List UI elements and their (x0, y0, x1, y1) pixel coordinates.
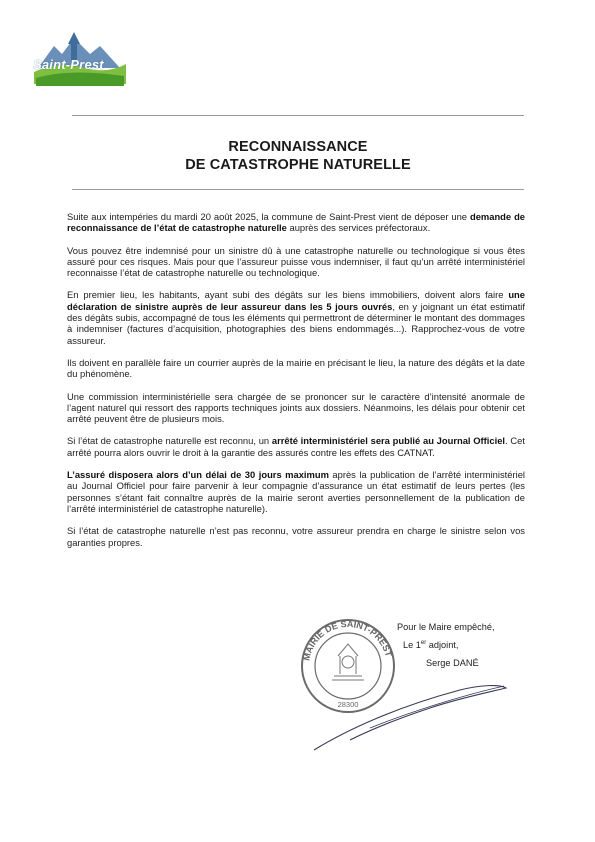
signature-line-2 (397, 636, 495, 654)
signature-block (397, 620, 495, 653)
paragraph-2: Vous pouvez être indemnisé pour un sinistre dû à une catastrophe naturelle ou technologique si vous êtes assuré pour ces risques. Mais pour que l’assureur puisse vous indemniser, il faut qu’un arrêté interministériel reconnaisse l’état de catastrophe naturelle ou technologique. (67, 244, 525, 279)
bold-span: arrêté interministériel sera publié au Journal Officiel (271, 435, 506, 447)
text-span: après la publication de l’arrêté interministériel au Journal Officiel pour faire parvenir à leur compagnie d’assurance un état estimatif de leurs pertes (les personnes s’étant fait connaître auprès de la mairie seront averties personnellement de la publication de l’arrêté interministériel de catastrophe naturelle). (67, 469, 525, 514)
top-divider (72, 115, 524, 116)
saint-prest-logo (30, 24, 130, 88)
text-span: , en y joignant un état estimatif des dégâts subis, accompagné de tous les éléments qui permettront de déterminer le montant des dommages à indemniser (factures d’acquisition, photographies des biens endommagés...). Rapprochez-vous de votre assureur. (67, 300, 525, 346)
page-title-line1: RECONNAISSANCE (228, 139, 368, 155)
logo-text: Saint-Prest (33, 57, 104, 72)
svg-text:MAIRIE DE SAINT-PREST: MAIRIE DE SAINT-PREST (301, 618, 394, 662)
letter-body (67, 211, 525, 559)
paragraph-4: Ils doivent en parallèle faire un courrier auprès de la mairie en précisant le lieu, la nature des dégâts et la date du phénomène. (67, 356, 525, 380)
paragraph-8: Si l’état de catastrophe naturelle n’est pas reconnu, votre assureur prendra en charge le sinistre selon vos garanties propres. (67, 525, 525, 548)
page-title-line2: DE CATASTROPHE NATURELLE (185, 157, 411, 173)
bold-span: L’assuré disposera alors d’un délai de 30 jours maximum (67, 469, 329, 481)
handwritten-signature (310, 668, 510, 758)
signatory-name: Serge DANÉ (426, 658, 479, 668)
paragraph-3 (67, 289, 525, 345)
signature-line-1: Pour le Maire empêché, (397, 622, 495, 632)
text-span: auprès des services préfectoraux. (286, 222, 431, 234)
bold-span: demande de reconnaissance de l’état de catastrophe naturelle (67, 211, 526, 234)
text-span: Si l’état de catastrophe naturelle est reconnu, un (67, 435, 272, 447)
paragraph-1 (67, 211, 525, 234)
text-span: Le 1 (403, 639, 421, 650)
text-span: adjoint, (426, 639, 459, 650)
paragraph-7 (67, 469, 525, 514)
paragraph-6 (67, 435, 525, 458)
text-span: . Cet arrêté pourra alors ouvrir le droit à la garantie des assurés contre les effets des CATNAT. (67, 435, 525, 458)
superscript: er (420, 639, 427, 646)
paragraph-5: Une commission interministérielle sera chargée de se prononcer sur le caractère d’intensité anormale de l’agent naturel qui ressort des rapports techniques joints aux dossiers. Néanmoins, les délais pour obtenir cet arrêté peuvent être de plusieurs mois. (67, 390, 525, 425)
bold-span: une déclaration de sinistre auprès de leur assureur dans les 5 jours ouvrés (67, 289, 525, 312)
bottom-divider (72, 189, 524, 190)
text-span: En premier lieu, les habitants, ayant subi des dégâts sur les biens immobiliers, doivent alors faire (67, 289, 509, 301)
svg-text:28300: 28300 (337, 700, 359, 709)
text-span: Suite aux intempéries du mardi 20 août 2025, la commune de Saint-Prest vient de déposer une (67, 211, 470, 222)
